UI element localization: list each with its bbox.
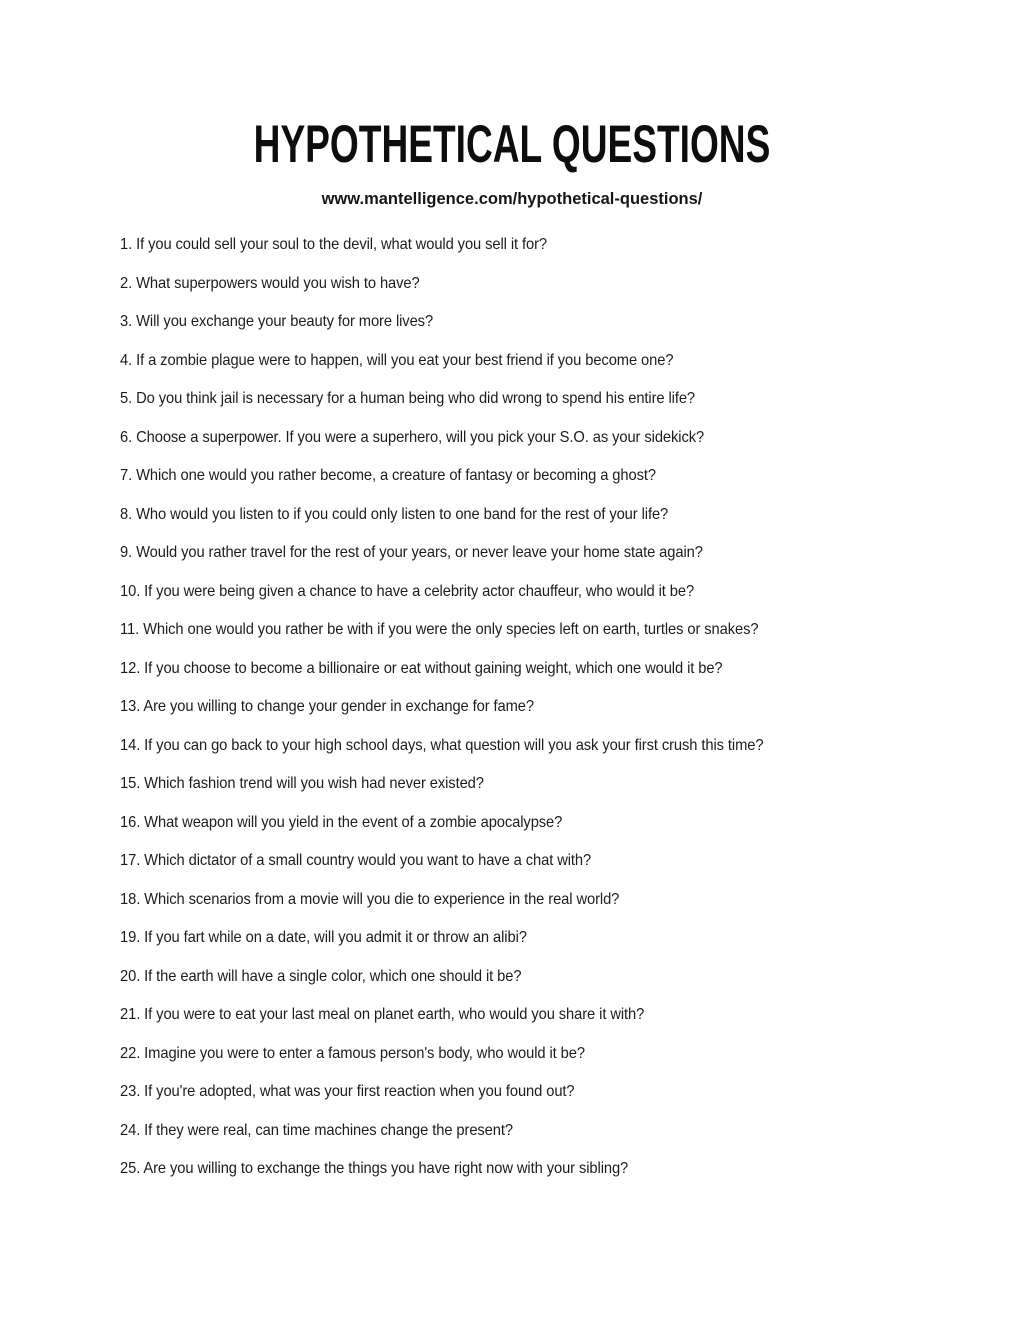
page-title: HYPOTHETICAL QUESTIONS	[253, 115, 771, 174]
question-item: 10. If you were being given a chance to have a celebrity actor chauffeur, who would it be?	[120, 582, 695, 600]
question-item: 3. Will you exchange your beauty for more lives?	[120, 313, 434, 330]
question-item: 22. Imagine you were to enter a famous person's body, who would it be?	[120, 1044, 585, 1062]
question-item: 15. Which fashion trend will you wish had never existed?	[120, 775, 484, 792]
question-item: 19. If you fart while on a date, will you admit it or throw an alibi?	[120, 929, 527, 946]
question-item: 25. Are you willing to exchange the things you have right now with your sibling?	[120, 1160, 629, 1177]
question-item: 4. If a zombie plague were to happen, will you eat your best friend if you become one?	[120, 351, 674, 369]
question-item: 5. Do you think jail is necessary for a human being who did wrong to spend his entire life?	[120, 390, 696, 407]
question-item: 16. What weapon will you yield in the event of a zombie apocalypse?	[120, 813, 563, 831]
question-item: 13. Are you willing to change your gender in exchange for fame?	[120, 698, 534, 715]
question-item: 23. If you're adopted, what was your first reaction when you found out?	[120, 1083, 575, 1100]
question-item: 9. Would you rather travel for the rest of your years, or never leave your home state again?	[120, 544, 703, 561]
question-item: 24. If they were real, can time machines change the present?	[120, 1121, 513, 1139]
question-item: 17. Which dictator of a small country would you want to have a chat with?	[120, 852, 592, 869]
question-item: 7. Which one would you rather become, a creature of fantasy or becoming a ghost?	[120, 467, 656, 484]
question-item: 11. Which one would you rather be with if you were the only species left on earth, turtles or snakes?	[120, 621, 759, 638]
question-item: 8. Who would you listen to if you could only listen to one band for the rest of your life?	[120, 505, 669, 523]
question-item: 6. Choose a superpower. If you were a superhero, will you pick your S.O. as your sidekick?	[120, 428, 705, 446]
question-item: 2. What superpowers would you wish to have?	[120, 274, 420, 292]
question-item: 18. Which scenarios from a movie will you die to experience in the real world?	[120, 890, 620, 908]
question-item: 12. If you choose to become a billionaire or eat without gaining weight, which one would it be?	[120, 659, 723, 677]
question-item: 21. If you were to eat your last meal on planet earth, who would you share it with?	[120, 1006, 645, 1023]
question-list	[0, 235, 1024, 1179]
question-item: 20. If the earth will have a single color, which one should it be?	[120, 967, 522, 985]
source-url: www.mantelligence.com/hypothetical-questions/	[321, 190, 703, 208]
question-item: 14. If you can go back to your high school days, what question will you ask your first crush this time?	[120, 736, 764, 754]
question-item: 1. If you could sell your soul to the devil, what would you sell it for?	[120, 236, 548, 253]
